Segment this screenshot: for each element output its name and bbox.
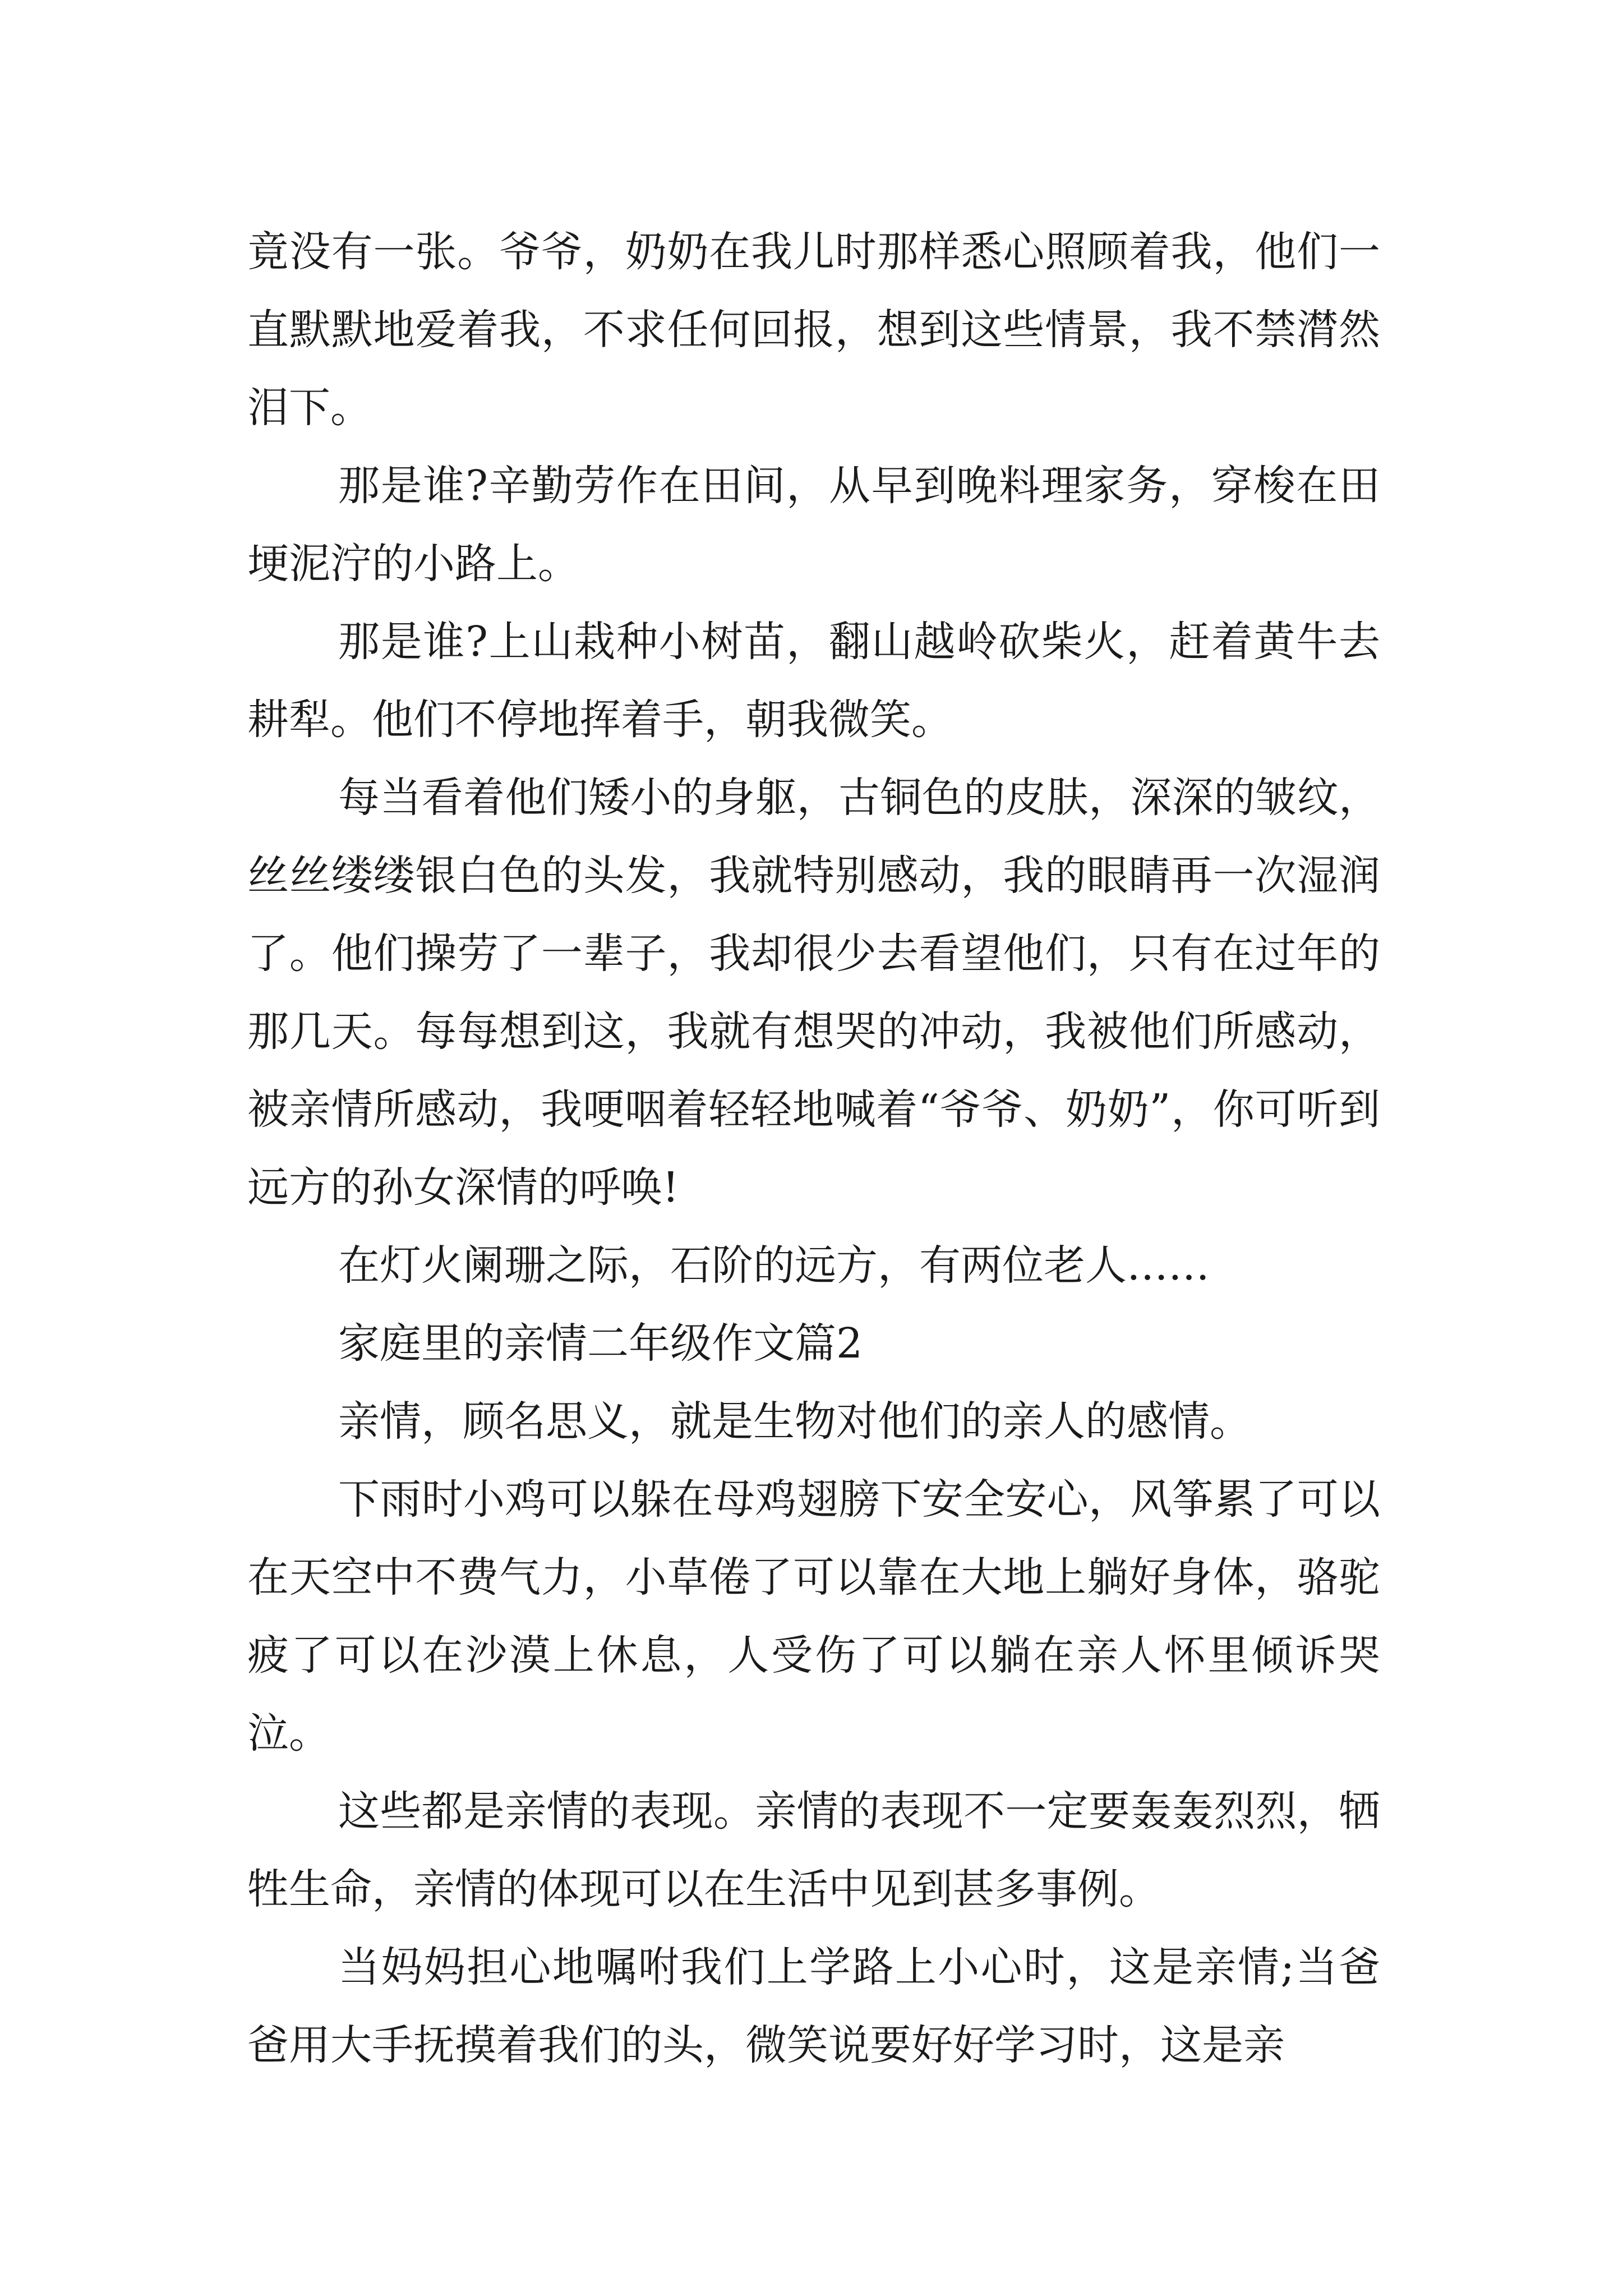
paragraph: 这些都是亲情的表现。亲情的表现不一定要轰轰烈烈，牺牲生命，亲情的体现可以在生活中见到甚多事例。 [247,1787,1380,1913]
section-heading: 家庭里的亲情二年级作文篇2 [338,1319,863,1368]
paragraph: 亲情，顾名思义，就是生物对他们的亲人的感情。 [338,1397,1251,1446]
paragraph: 每当看着他们矮小的身躯，古铜色的皮肤，深深的皱纹，丝丝缕缕银白色的头发，我就特别感动，我的眼睛再一次湿润了。他们操劳了一辈子，我却很少去看望他们，只有在过年的那几天。每每想到这，我就有想哭的冲动，我被他们所感动，被亲情所感动，我哽咽着轻轻地喊着“爷爷、奶奶”，你可听到远方的孙女深情的呼唤! [247,774,1380,1212]
paragraph: 那是谁?辛勤劳作在田间，从早到晚料理家务，穿梭在田埂泥泞的小路上。 [247,462,1380,588]
article-body [247,213,1380,2085]
paragraph: 下雨时小鸡可以躲在母鸡翅膀下安全安心，风筝累了可以在天空中不费气力，小草倦了可以靠在大地上躺好身体，骆驼疲了可以在沙漠上休息，人受伤了可以躺在亲人怀里倾诉哭泣。 [247,1475,1380,1757]
paragraph: 在灯火阑珊之际，石阶的远方，有两位老人…… [338,1241,1210,1290]
paragraph: 那是谁?上山栽种小树苗，翻山越岭砍柴火，赶着黄牛去耕犁。他们不停地挥着手，朝我微笑。 [247,618,1380,744]
paragraph-continued: 竟没有一张。爷爷，奶奶在我儿时那样悉心照顾着我，他们一直默默地爱着我，不求任何回报，想到这些情景，我不禁潸然泪下。 [247,228,1380,432]
paragraph: 当妈妈担心地嘱咐我们上学路上小心时，这是亲情;当爸爸用大手抚摸着我们的头，微笑说要好好学习时，这是亲 [247,1943,1380,2069]
